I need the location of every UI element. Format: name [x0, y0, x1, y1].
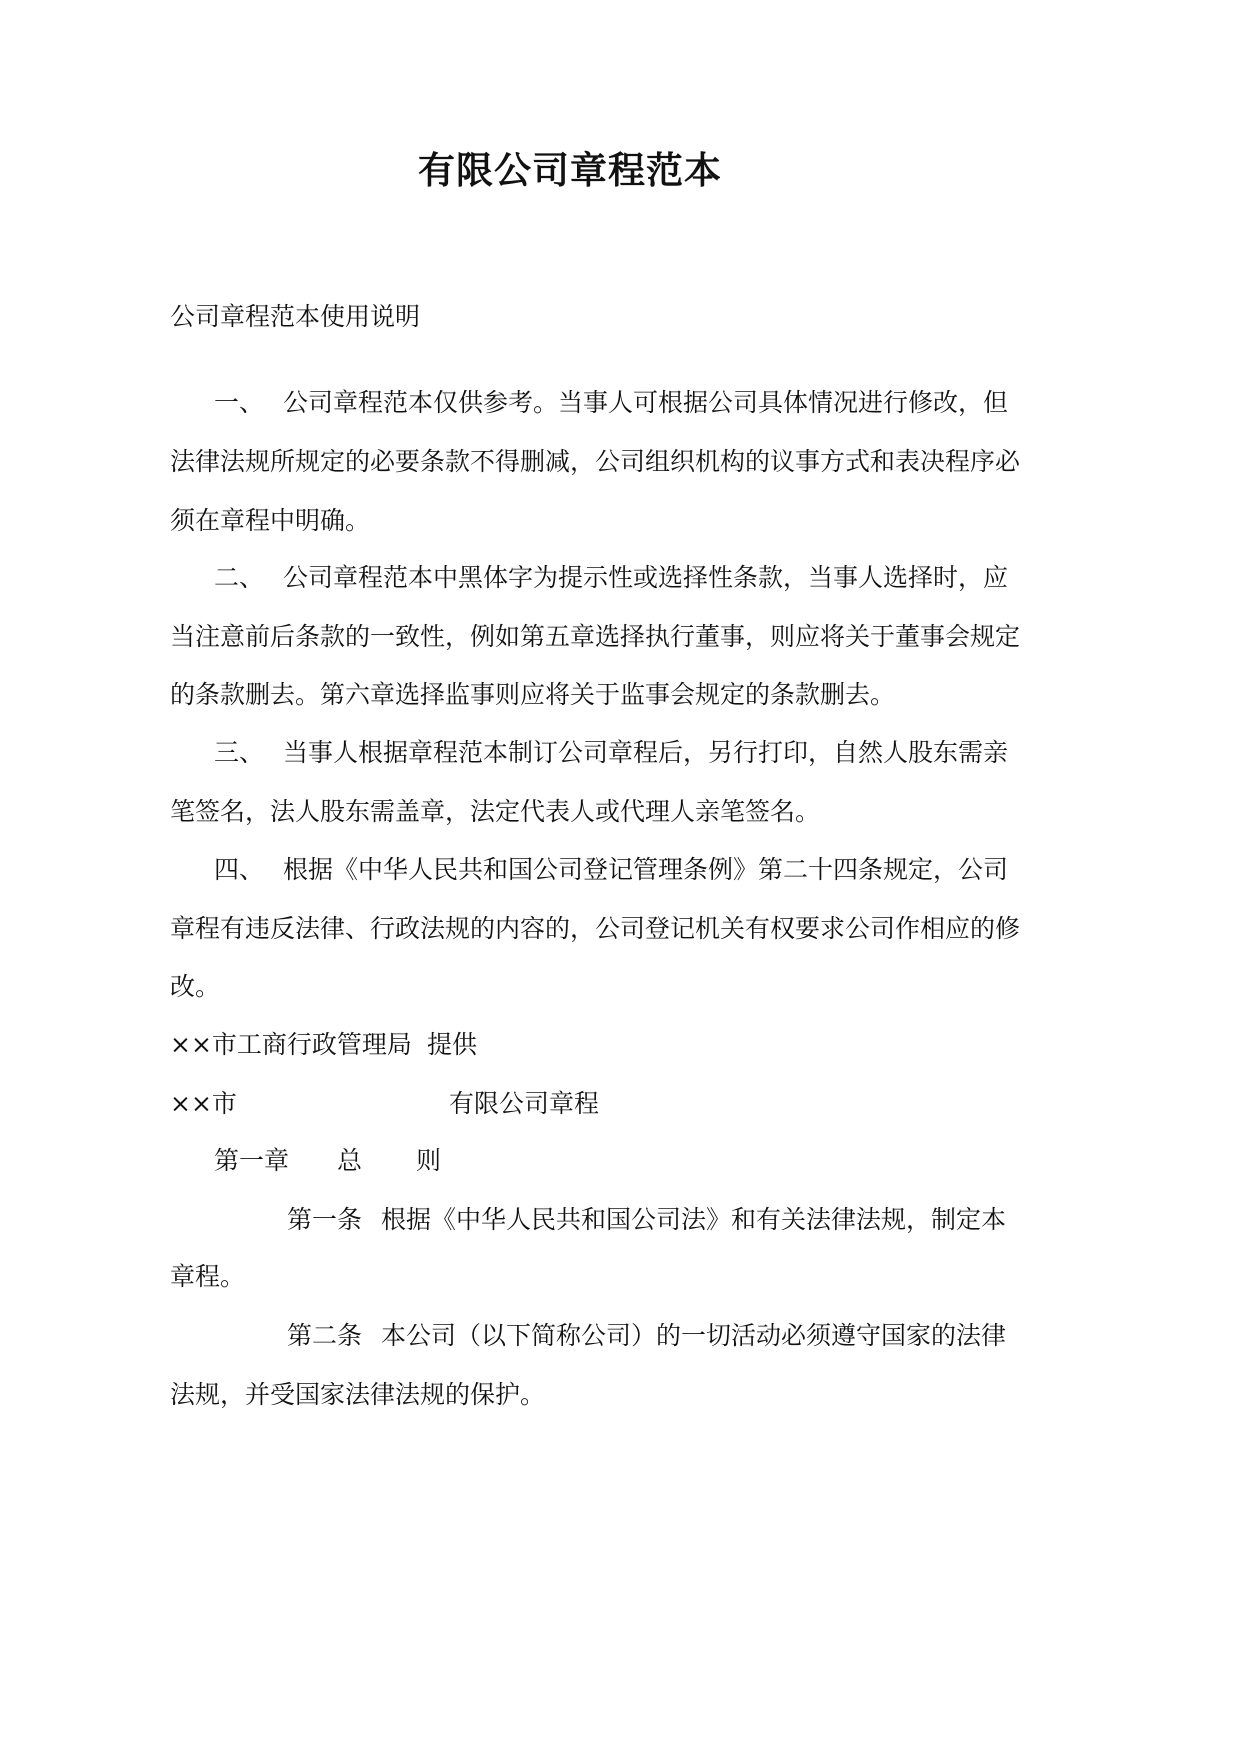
article-2-number: 第二条	[287, 1321, 363, 1350]
item-4-line-1: 根据《中华人民共和国公司登记管理条例》第二十四条规定，公司	[283, 855, 1009, 884]
document-title: 有限公司章程范本	[418, 148, 722, 192]
item-2-line-2: 当注意前后条款的一致性，例如第五章选择执行董事，则应将关于董事会规定	[170, 622, 1021, 651]
item-2-line-3: 的条款删去。第六章选择监事则应将关于监事会规定的条款删去。	[170, 680, 896, 709]
article-2-line-1: 本公司（以下简称公司）的一切活动必须遵守国家的法律	[381, 1321, 1007, 1350]
provider-org: ××市工商行政管理局	[170, 1030, 412, 1059]
item-1-marker: 一、	[214, 388, 265, 417]
item-1-line-2: 法律法规所规定的必要条款不得删减，公司组织机构的议事方式和表决程序必	[170, 447, 1021, 476]
item-4-marker: 四、	[214, 855, 265, 884]
item-4-line-2: 章程有违反法律、行政法规的内容的，公司登记机关有权要求公司作相应的修	[170, 914, 1021, 943]
item-1-line-1: 公司章程范本仅供参考。当事人可根据公司具体情况进行修改，但	[283, 388, 1009, 417]
provider-label: 提供	[427, 1030, 478, 1059]
article-2-line-2: 法规，并受国家法律法规的保护。	[170, 1380, 546, 1409]
item-3-line-2: 笔签名，法人股东需盖章，法定代表人或代理人亲笔签名。	[170, 797, 821, 826]
charter-name: 有限公司章程	[449, 1089, 600, 1118]
item-3-marker: 三、	[214, 738, 265, 767]
chapter-title-char-1: 总	[337, 1146, 363, 1175]
item-2-marker: 二、	[214, 563, 265, 592]
chapter-title-char-2: 则	[416, 1146, 442, 1175]
article-1-number: 第一条	[287, 1205, 363, 1234]
charter-city: ××市	[170, 1089, 237, 1118]
item-2-line-1: 公司章程范本中黑体字为提示性或选择性条款，当事人选择时，应	[283, 563, 1009, 592]
item-4-line-3: 改。	[170, 972, 221, 1001]
article-1-line-1: 根据《中华人民共和国公司法》和有关法律法规，制定本	[381, 1205, 1007, 1234]
article-1-line-2: 章程。	[170, 1262, 246, 1291]
chapter-number: 第一章	[214, 1146, 290, 1175]
instructions-heading: 公司章程范本使用说明	[170, 302, 421, 331]
item-1-line-3: 须在章程中明确。	[170, 506, 371, 535]
item-3-line-1: 当事人根据章程范本制订公司章程后，另行打印，自然人股东需亲	[283, 738, 1009, 767]
